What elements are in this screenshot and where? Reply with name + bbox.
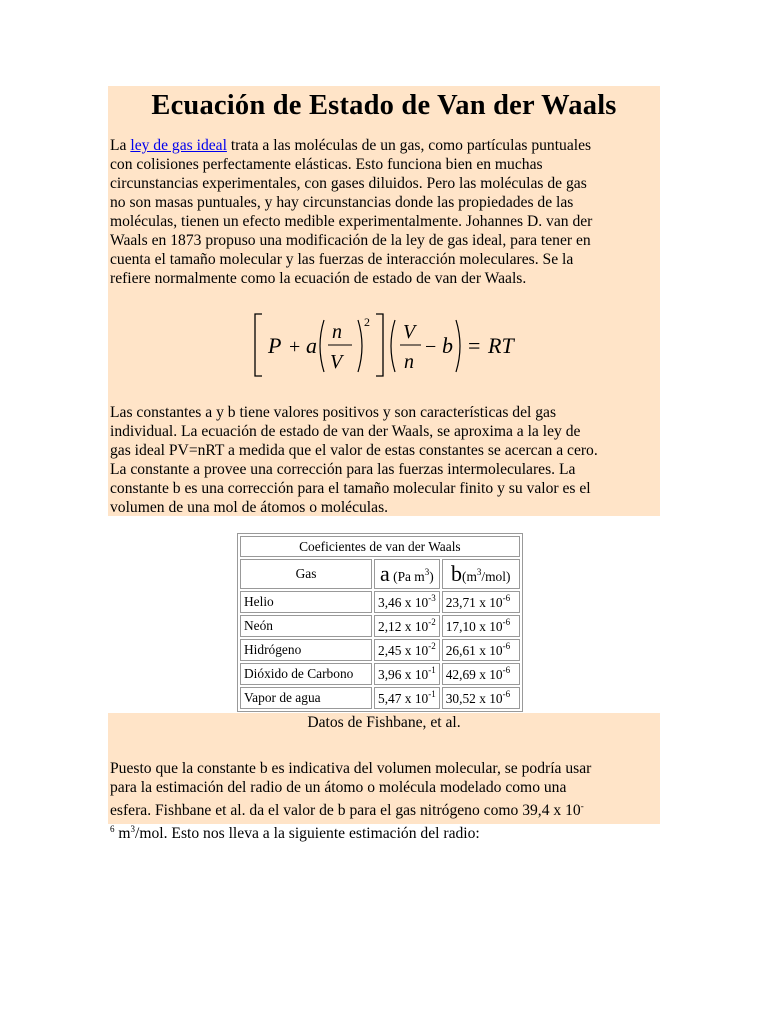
gas-name: Neón [240, 615, 372, 637]
eq-V2: V [403, 321, 416, 343]
intro-paragraph [110, 136, 658, 288]
header-a [374, 559, 440, 589]
ideal-gas-law-link[interactable]: ley de gas ideal [130, 137, 227, 154]
gas-name: Hidrógeno [240, 639, 372, 661]
table-row [240, 639, 520, 661]
header-gas: Gas [240, 559, 372, 589]
intro-line: Waals en 1873 propuso una modificación de la ley de gas ideal, para tener en [110, 232, 591, 249]
intro-lead: La [110, 137, 131, 154]
eq-RT: RT [488, 333, 514, 358]
radius-line: Puesto que la constante b es indicativa del volumen molecular, se podría usar [110, 760, 592, 777]
gas-name: Dióxido de Carbono [240, 663, 372, 685]
eq-paren-right-2 [456, 320, 460, 372]
van-der-waals-coefficients-table [237, 533, 523, 712]
table-caption: Datos de Fishbane, et al. [307, 714, 461, 731]
eq-P: P [268, 333, 282, 358]
intro-line-1: trata a las moléculas de un gas, como partículas puntuales [226, 137, 592, 154]
constants-paragraph [110, 403, 658, 517]
constants-line: individual. La ecuación de estado de van der Waals, se aproxima a la ley de [110, 423, 581, 440]
eq-paren-right [358, 320, 362, 372]
coef-b: 30,52 x $10^{-6}$ [442, 687, 520, 709]
coef-a: 3,96 x $10^{-1}$ [374, 663, 440, 685]
radius-line: para la estimación del radio de un átomo o molécula modelado como una [110, 779, 567, 796]
eq-exponent: 2 [364, 315, 370, 329]
left-square-bracket [255, 314, 262, 376]
page-title: Ecuación de Estado de Van der Waals [151, 90, 617, 121]
gas-name: Helio [240, 591, 372, 613]
intro-line: refiere normalmente como la ecuación de estado de van der Waals. [110, 270, 527, 287]
intro-section [108, 86, 660, 516]
table-header-row [240, 559, 520, 589]
header-a-unit-exp: 3 [424, 567, 430, 577]
coef-b: 23,71 x $10^{-6}$ [442, 591, 520, 613]
radius-line: esfera. Fishbane et al. da el valor de b para el gas nitrógeno como 39,4 x 10- [110, 801, 584, 819]
header-a-unit-close: ) [429, 569, 434, 584]
right-square-bracket [376, 314, 383, 376]
coef-b: 42,69 x $10^{-6}$ [442, 663, 520, 685]
eq-paren-left-2 [391, 320, 395, 372]
intro-line: cuenta el tamaño molecular y las fuerzas de interacción moleculares. Se la [110, 251, 574, 268]
eq-V: V [330, 351, 343, 373]
eq-n: n [332, 321, 342, 343]
intro-line: moléculas, tienen un efecto medible experimentalmente. Johannes D. van der [110, 213, 593, 230]
intro-line: no son masas puntuales, y hay circunstancias donde las propiedades de las [110, 194, 574, 211]
gas-name: Vapor de agua [240, 687, 372, 709]
coef-a: 2,45 x $10^{-2}$ [374, 639, 440, 661]
eq-paren-left [320, 320, 324, 372]
constants-line: Las constantes a y b tiene valores positivos y son características del gas [110, 404, 557, 421]
eq-n2: n [404, 351, 414, 373]
table-row [240, 663, 520, 685]
eq-b: b [442, 333, 453, 358]
table-row [240, 687, 520, 709]
radius-line: $^6$ $m^3$/mol. Esto nos lleva a la siguiente estimación del radio: [110, 824, 480, 842]
coef-a: 5,47 x $10^{-1}$ [374, 687, 440, 709]
eq-plus: + [289, 336, 301, 358]
eq-minus: − [425, 336, 437, 358]
coef-b: 26,61 x $10^{-6}$ [442, 639, 520, 661]
eq-a: a [306, 333, 317, 358]
coef-a: 3,46 x $10^{-3}$ [374, 591, 440, 613]
table-row [240, 591, 520, 613]
constants-line: volumen de una mol de átomos o moléculas. [110, 499, 389, 516]
radius-paragraph [110, 759, 658, 843]
header-b [442, 559, 520, 589]
table-row [240, 615, 520, 637]
coef-a: 2,12 x $10^{-2}$ [374, 615, 440, 637]
table-title-row [240, 536, 520, 557]
header-b-unit-close: /mol) [481, 569, 511, 584]
radius-section [108, 713, 660, 842]
header-b-unit: (m [462, 569, 477, 584]
intro-line: con colisiones perfectamente elásticas. Esto funciona bien en muchas [110, 156, 543, 173]
constants-line: La constante a provee una corrección para las fuerzas intermoleculares. La [110, 461, 576, 478]
van-der-waals-equation [248, 308, 538, 380]
header-a-unit: (Pa m [389, 569, 425, 584]
eq-equals: = [468, 333, 481, 358]
constants-line: gas ideal PV=nRT a medida que el valor de estas constantes se acercan a cero. [110, 442, 598, 459]
header-b-unit-exp: 3 [476, 567, 482, 577]
table-title: Coeficientes de van der Waals [240, 536, 520, 557]
constants-line: constante b es una corrección para el tamaño molecular finito y su valor es el [110, 480, 591, 497]
header-b-symbol: b [451, 561, 463, 586]
intro-line: circunstancias experimentales, con gases diluidos. Pero las moléculas de gas [110, 175, 587, 192]
header-a-symbol: a [380, 561, 390, 586]
coef-b: 17,10 x $10^{-6}$ [442, 615, 520, 637]
